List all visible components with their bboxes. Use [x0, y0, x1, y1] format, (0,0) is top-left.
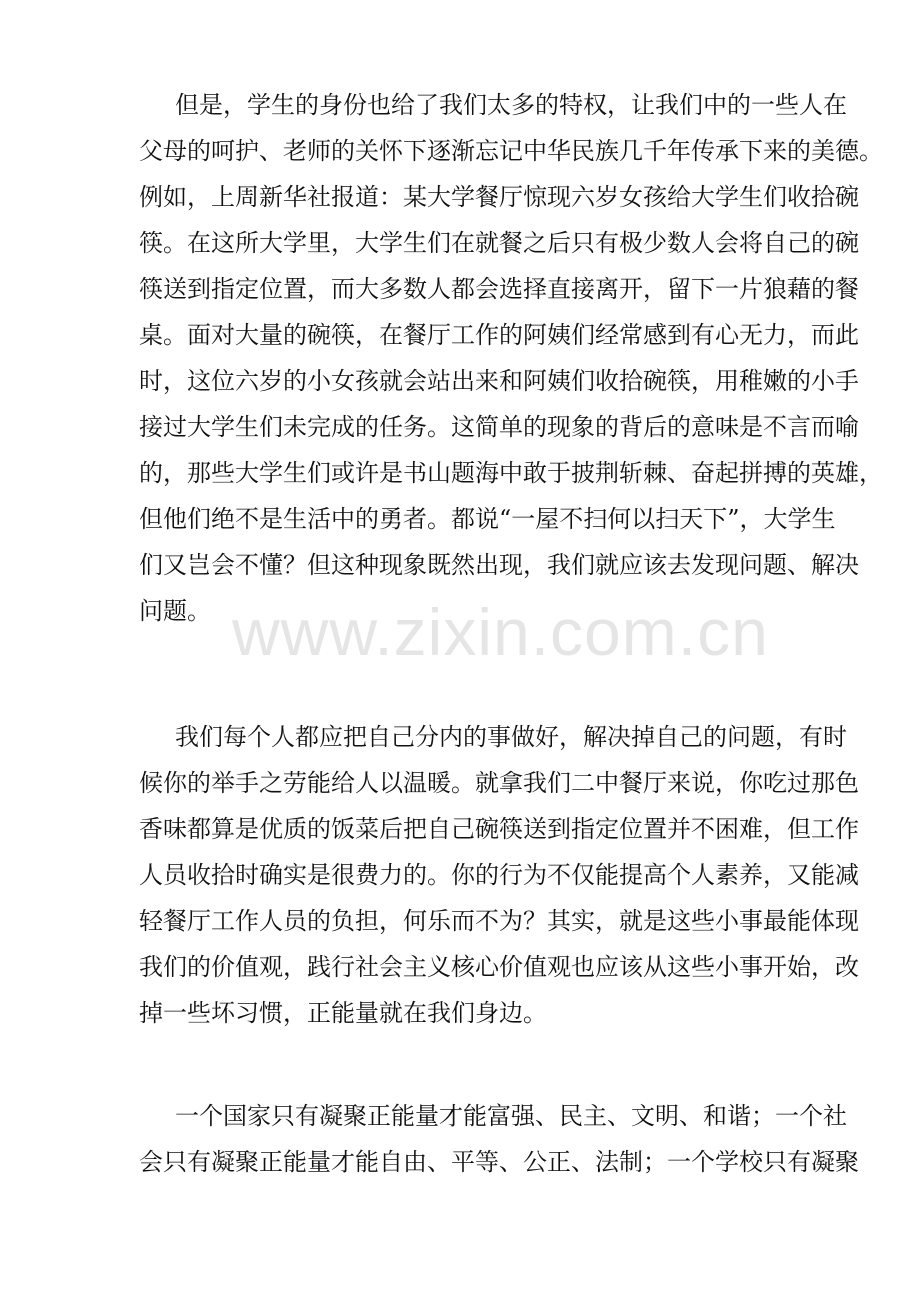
- paragraph-line: 但他们绝不是生活中的勇者。都说“一屋不扫何以扫天下”，大学生: [139, 505, 836, 533]
- paragraph-line: 掉一些坏习惯，正能量就在我们身边。: [139, 999, 547, 1027]
- paragraph-line: 接过大学生们未完成的任务。这简单的现象的背后的意味是不言而喻: [139, 413, 859, 441]
- paragraph-line: 香味都算是优质的饭菜后把自己碗筷送到指定位置并不困难，但工作: [139, 815, 859, 843]
- paragraph-line: 候你的举手之劳能给人以温暖。就拿我们二中餐厅来说，你吃过那色: [139, 769, 859, 797]
- paragraph-line: 桌。面对大量的碗筷，在餐厅工作的阿姨们经常感到有心无力，而此: [139, 321, 859, 349]
- paragraph-2: [139, 714, 859, 1036]
- paragraph-line: 我们每个人都应把自己分内的事做好，解决掉自己的问题，有时: [175, 723, 847, 751]
- paragraph-line: 人员收拾时确实是很费力的。你的行为不仅能提高个人素养，又能减: [139, 861, 859, 889]
- paragraph-line: 一个国家只有凝聚正能量才能富强、民主、文明、和谐；一个社: [175, 1102, 847, 1130]
- paragraph-line: 时，这位六岁的小女孩就会站出来和阿姨们收拾碗筷，用稚嫩的小手: [139, 367, 859, 395]
- paragraph-1: [139, 82, 883, 634]
- paragraph-line: 筷。在这所大学里，大学生们在就餐之后只有极少数人会将自己的碗: [139, 229, 859, 257]
- paragraph-line: 的，那些大学生们或许是书山题海中敢于披荆斩棘、奋起拼搏的英雄，: [139, 459, 883, 487]
- paragraph-line: 但是，学生的身份也给了我们太多的特权，让我们中的一些人在: [175, 91, 847, 119]
- paragraph-line: 例如，上周新华社报道：某大学餐厅惊现六岁女孩给大学生们收拾碗: [139, 183, 859, 211]
- paragraph-line: 会只有凝聚正能量才能自由、平等、公正、法制；一个学校只有凝聚: [139, 1148, 859, 1176]
- paragraph-3: [139, 1093, 859, 1185]
- paragraph-line: 父母的呵护、老师的关怀下逐渐忘记中华民族几千年传承下来的美德。: [139, 137, 883, 165]
- paragraph-line: 们又岂会不懂？但这种现象既然出现，我们就应该去发现问题、解决: [139, 551, 859, 579]
- paragraph-line: 筷送到指定位置，而大多数人都会选择直接离开，留下一片狼藉的餐: [139, 275, 859, 303]
- paragraph-line: 问题。: [139, 597, 211, 625]
- paragraph-line: 我们的价值观，践行社会主义核心价值观也应该从这些小事开始，改: [139, 953, 859, 981]
- paragraph-line: 轻餐厅工作人员的负担，何乐而不为？其实，就是这些小事最能体现: [139, 907, 859, 935]
- watermark-text: www.zixin.com.cn: [232, 595, 769, 669]
